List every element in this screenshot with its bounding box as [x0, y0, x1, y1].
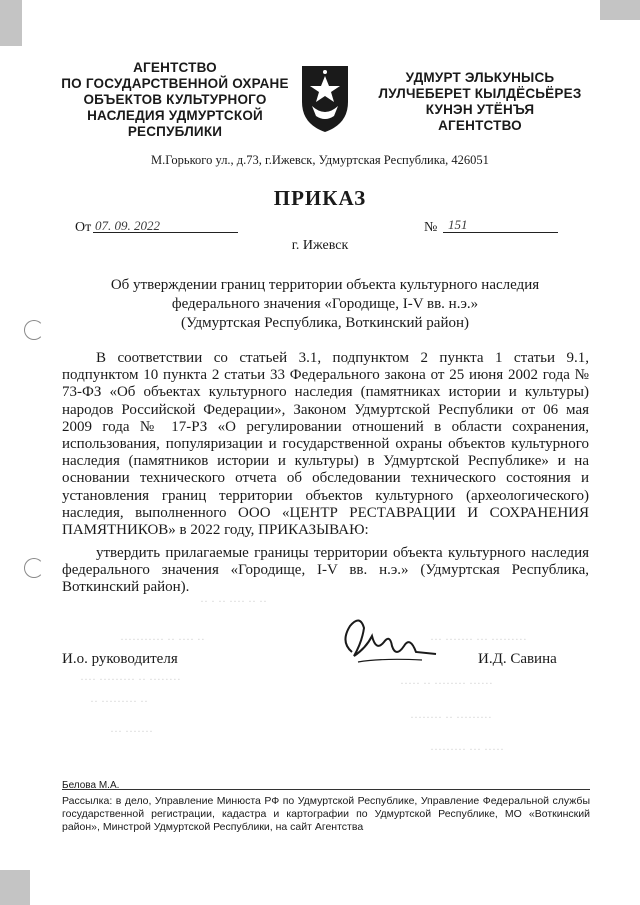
agency-name-udm — [360, 70, 600, 134]
punch-hole-icon — [24, 320, 44, 340]
bleed-through-text: ·· · ·· ···· ·· ·· — [200, 594, 267, 608]
udmurt-coat-of-arms-icon — [298, 62, 352, 134]
bleed-through-text: ···· ········· ·· ········ — [80, 672, 181, 686]
bleed-through-text: ··········· ·· ···· ·· — [120, 632, 205, 646]
subject-line: Об утверждении границ территории объекта культурного наследия — [110, 277, 540, 293]
mailing-list: Рассылка: в дело, Управление Минюста РФ по Удмуртской Республике, Управление Федеральной службы государственной регистрации, кадастра и картографии по Удмуртской Республике, МО «Воткинский район», Минстрой Удмуртской Республики, на сайт Агентства — [62, 795, 590, 833]
order-decision — [62, 545, 589, 597]
executor-name: Белова М.А. — [62, 780, 120, 791]
date-value: 07. 09. 2022 — [95, 218, 160, 233]
bleed-through-text: ··· ······· ··· ········· — [430, 632, 527, 646]
scan-noise — [0, 870, 30, 905]
bleed-through-text: ········· ··· ····· — [430, 742, 504, 756]
subject-line: (Удмуртская Республика, Воткинский район) — [180, 315, 470, 331]
signatory-name: И.Д. Савина — [478, 651, 557, 667]
bleed-through-text: ········ ·· ········· — [410, 710, 492, 724]
agency-name-ru-line: ПО ГОСУДАРСТВЕННОЙ ОХРАНЕ — [61, 76, 289, 91]
signatory-position: И.о. руководителя — [62, 651, 178, 667]
order-preamble: В соответствии со статьей 3.1, подпунктом 2 пункта 1 статьи 9.1, подпунктом 10 пункта 2 статьи 33 Федерального закона от 25 июня 2002 года № 73-ФЗ «Об объектах культурного наследия (памятниках истории и культуры) народов Российской Федерации», Законом Удмуртской Республики от 06 мая 2009 года № 17-РЗ «О регулировании отношений в области сохранения, использования, популяризации и государственной охраны объектов культурного наследия (памятников истории и культуры) в Удмуртской Республике» и на основании технического отчета об обследовании технического состояния и установления границ территории объектов культурного (археологического) наследия, выполненного ООО «ЦЕНТР РЕСТАВРАЦИИ И СОХРАНЕНИЯ ПАМЯТНИКОВ» в 2022 году, ПРИКАЗЫВАЮ: — [62, 350, 589, 539]
bleed-through-text: ····· ·· ········ ······ — [400, 676, 493, 690]
agency-name-ru-line: ОБЪЕКТОВ КУЛЬТУРНОГО — [83, 92, 267, 107]
bleed-through-text: ··· ······· — [110, 724, 153, 738]
agency-name-udm-line: АГЕНТСТВО — [438, 118, 522, 133]
document-title: ПРИКАЗ — [273, 186, 367, 210]
agency-name-ru-line: НАСЛЕДИЯ УДМУРТСКОЙ — [87, 108, 263, 123]
scan-noise — [0, 0, 22, 46]
footer-divider — [62, 789, 590, 790]
agency-name-ru-line: АГЕНТСТВО — [133, 60, 217, 75]
punch-hole-icon — [24, 558, 44, 578]
agency-name-udm-line: ЛУЛЧЕБЕРЕТ КЫЛДЁСЬЁРЕЗ — [378, 86, 582, 101]
agency-name-udm-line: УДМУРТ ЭЛЬКУНЫСЬ — [405, 70, 555, 85]
date-label: От — [75, 220, 92, 235]
number-label: № — [424, 220, 438, 235]
agency-name-ru-line: РЕСПУБЛИКИ — [127, 124, 223, 139]
order-subject — [90, 276, 560, 333]
agency-address: М.Горького ул., д.73, г.Ижевск, Удмуртская Республика, 426051 — [151, 153, 489, 167]
agency-name-udm-line: КУНЭН УТЁНЪЯ — [425, 102, 535, 117]
bleed-through-text: ·· ········· ·· — [90, 694, 148, 708]
scan-noise — [600, 0, 640, 20]
agency-name-ru — [55, 60, 295, 140]
handwritten-signature-icon — [332, 612, 442, 674]
subject-line: федерального значения «Городище, I-V вв. н.э.» — [171, 296, 479, 312]
decision-text: утвердить прилагаемые границы территории объекта культурного наследия федерального значения «Городище, I-V вв. н.э.» (Удмуртская Республика, Воткинский район). — [62, 545, 589, 596]
number-value: 151 — [448, 217, 468, 232]
city: г. Ижевск — [291, 238, 349, 253]
